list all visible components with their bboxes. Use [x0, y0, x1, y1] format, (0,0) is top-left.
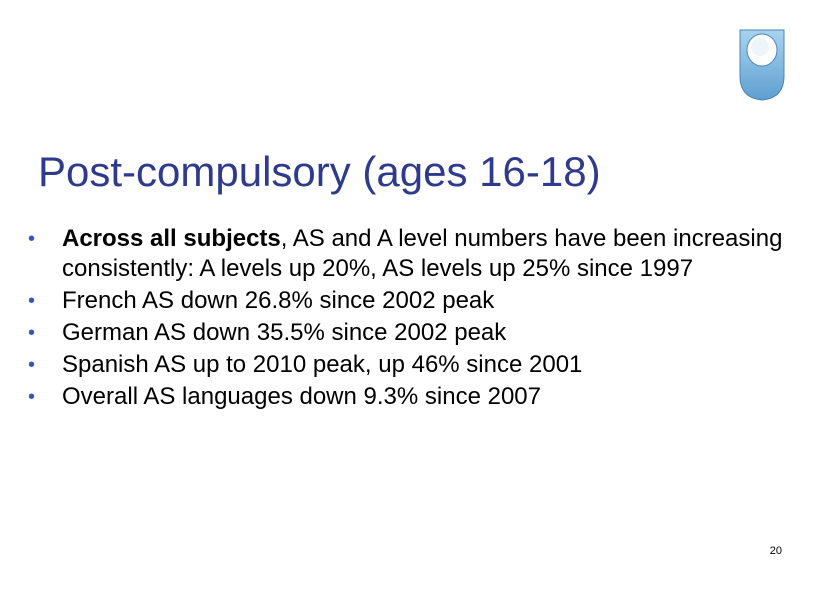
shield-icon [738, 26, 786, 102]
bullet-marker: • [28, 386, 36, 408]
bullet-item [28, 318, 788, 348]
bullet-item [28, 286, 788, 316]
bullet-text: German AS down 35.5% since 2002 peak [62, 319, 507, 346]
bullet-item [28, 350, 788, 380]
bullet-marker: • [28, 354, 36, 376]
bullet-list [28, 224, 788, 414]
bullet-marker: • [28, 228, 36, 250]
bullet-text: , AS and A level numbers have been increasing consistently: A levels up 20%, AS levels up 25% since 1997 [62, 225, 783, 282]
bullet-marker: • [28, 290, 36, 312]
open-university-logo-icon [738, 26, 786, 102]
bullet-item [28, 382, 788, 412]
slide-title: Post-compulsory (ages 16-18) [38, 148, 601, 195]
bullet-bold-text: Across all subjects [62, 225, 281, 252]
bullet-marker: • [28, 322, 36, 344]
bullet-text: Overall AS languages down 9.3% since 2007 [62, 383, 541, 410]
bullet-item [28, 224, 788, 284]
bullet-text: French AS down 26.8% since 2002 peak [62, 287, 495, 314]
bullet-text: Spanish AS up to 2010 peak, up 46% since 2001 [62, 351, 583, 378]
page-number: 20 [769, 545, 782, 557]
